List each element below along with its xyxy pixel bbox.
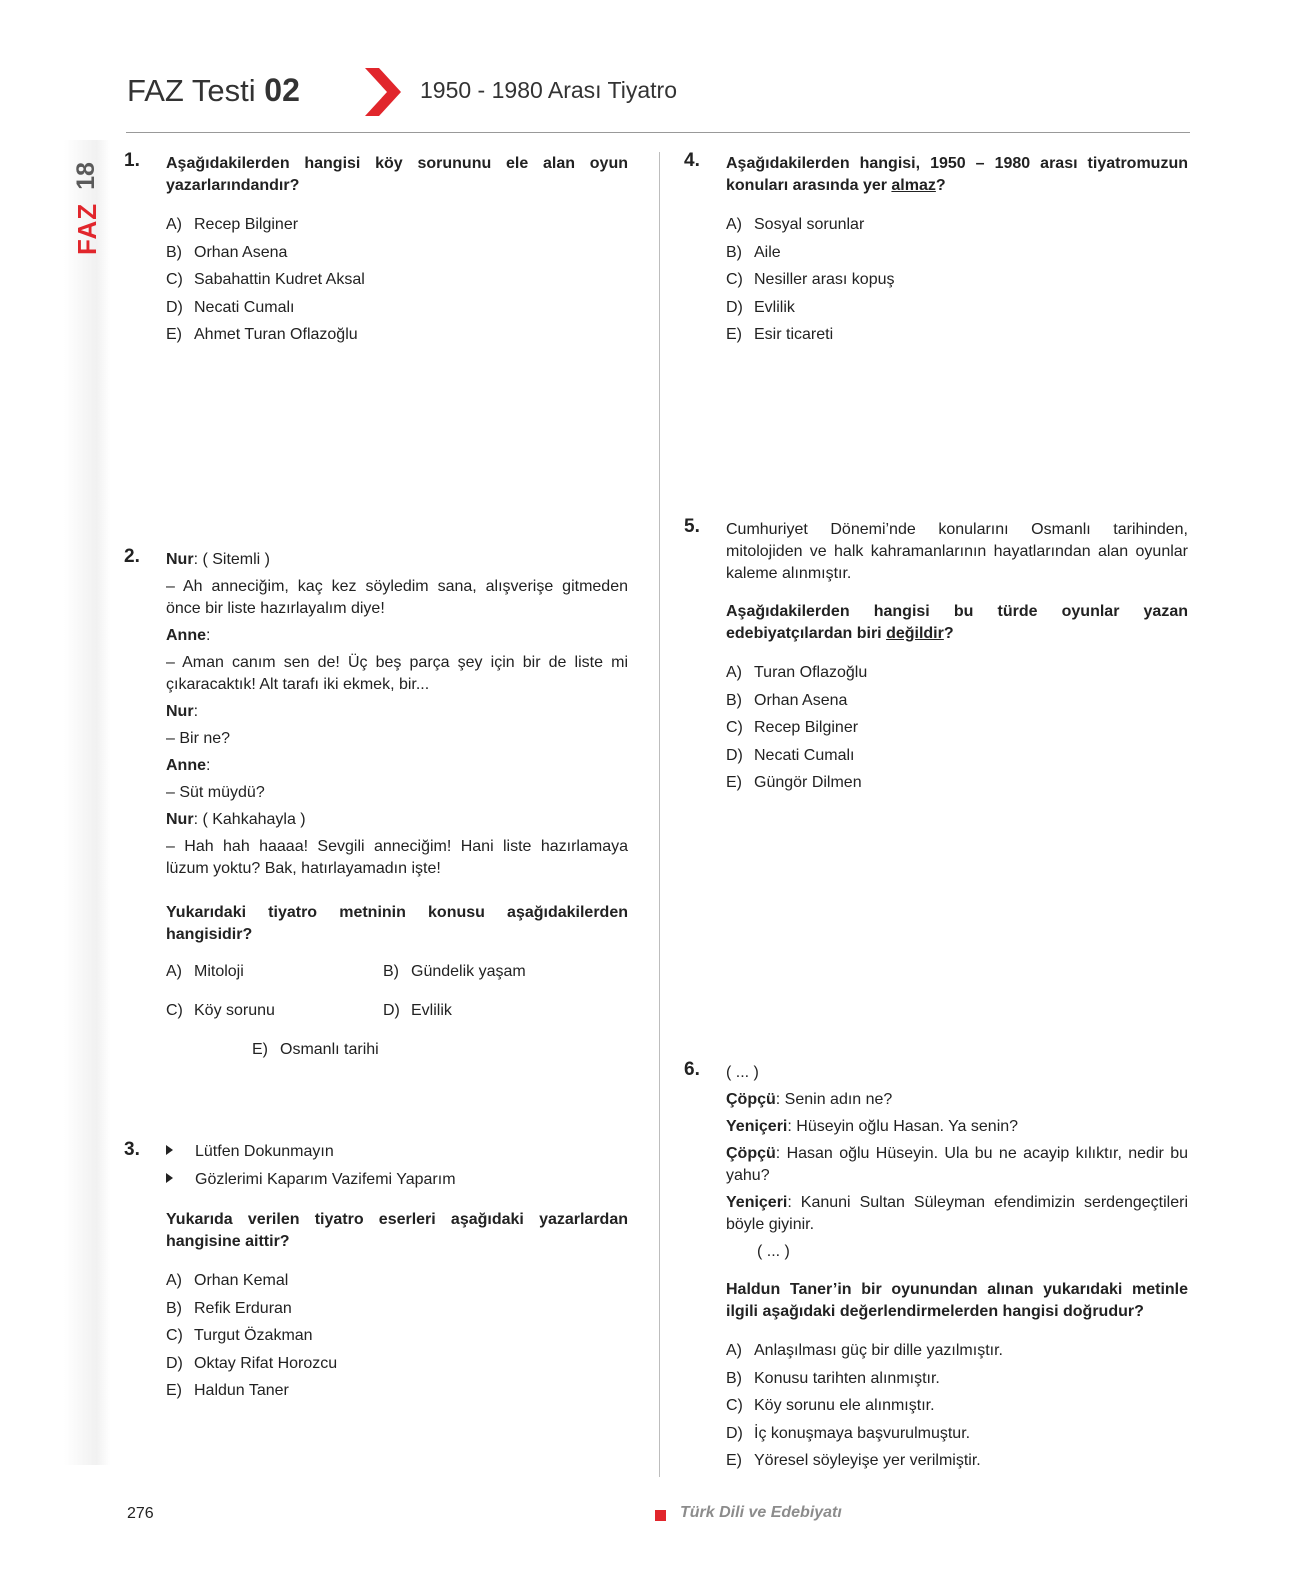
question-stem: Yukarıdaki tiyatro metninin konusu aşağıdakilerden hangisidir?: [166, 904, 628, 943]
option-a[interactable]: A) Turan Oflazoğlu: [726, 664, 868, 681]
footer-subject: Türk Dili ve Edebiyatı: [680, 1504, 842, 1521]
option-d[interactable]: D) İç konuşmaya başvurulmuştur.: [726, 1424, 971, 1442]
option-a[interactable]: A) Orhan Kemal: [166, 1272, 289, 1289]
option-c[interactable]: C) Sabahattin Kudret Aksal: [166, 271, 365, 288]
option-c[interactable]: C) Recep Bilginer: [726, 719, 859, 736]
list-item: Gözlerimi Kaparım Vazifemi Yaparım: [166, 1166, 628, 1194]
faz-number: 18: [72, 162, 100, 190]
question-number: 4.: [684, 150, 700, 171]
question-6: [726, 1062, 1188, 1475]
topic-title: 1950 - 1980 Arası Tiyatro: [420, 77, 677, 103]
option-e[interactable]: E) Güngör Dilmen: [726, 774, 862, 791]
question-number: 6.: [684, 1059, 700, 1080]
page-number: 276: [127, 1505, 154, 1522]
option-e[interactable]: E) Haldun Taner: [166, 1382, 289, 1399]
test-number: 02: [264, 72, 300, 108]
option-c[interactable]: C) Turgut Özakman: [166, 1327, 313, 1344]
option-grid: [166, 958, 628, 1078]
option-e[interactable]: E) Esir ticareti: [726, 326, 834, 343]
question-stem: Aşağıdakilerden hangisi, 1950 – 1980 arası tiyatromuzun konuları arasında yer almaz?: [726, 155, 1188, 194]
option-list: [166, 1267, 628, 1405]
option-e[interactable]: E) Ahmet Turan Oflazoğlu: [166, 326, 358, 343]
column-divider: [659, 152, 660, 1477]
question-2: [166, 549, 628, 1078]
option-list: [726, 659, 1188, 797]
option-b[interactable]: B) Refik Erduran: [166, 1299, 292, 1317]
option-d[interactable]: D) Oktay Rifat Horozcu: [166, 1354, 338, 1372]
list-item: Lütfen Dokunmayın: [166, 1138, 628, 1166]
work-list: [166, 1138, 628, 1193]
option-a[interactable]: A) Sosyal sorunlar: [726, 216, 865, 233]
dialogue: Nur: ( Sitemli ) – Ah anneciğim, kaç kez söyledim sana, alışverişe gitmeden önce bir liste hazırlayalım diye! Anne: – Aman canım sen de! Üç beş parça şey için bir de liste mi çıkaracaktık! Alt tarafı iki ekmek, bir... Nur: – Bir ne? Anne: – Süt müydü? Nur: ( Kahkahayla ) – Hah hah haaaa! Sevgili anneciğim! Hani liste hazırlamaya lüzum yoktu? Bak, hatırlayamadın işte!: [166, 551, 628, 877]
passage: Cumhuriyet Dönemi’nde konularını Osmanlı tarihinden, mitolojiden ve halk kahramanlarının hayatlarından alan oyunlar kaleme alınmıştır.: [726, 521, 1188, 582]
option-b[interactable]: B) Orhan Asena: [166, 243, 288, 261]
option-d[interactable]: D) Necati Cumalı: [166, 298, 295, 316]
option-d[interactable]: D) Evlilik: [383, 1002, 452, 1019]
question-number: 5.: [684, 516, 700, 537]
option-list: [166, 211, 628, 349]
header-divider: [126, 132, 1190, 133]
question-stem: Haldun Taner’in bir oyunundan alınan yukarıdaki metinle ilgili aşağıdaki değerlendirmelerden hangisi doğrudur?: [726, 1281, 1188, 1320]
test-label: FAZ Testi: [127, 73, 256, 108]
question-1: [166, 153, 628, 349]
option-b[interactable]: B) Orhan Asena: [726, 691, 848, 709]
option-c[interactable]: C) Köy sorunu: [166, 1002, 275, 1019]
option-d[interactable]: D) Necati Cumalı: [726, 746, 855, 764]
faz-side-label: [62, 150, 112, 260]
question-number: 1.: [124, 150, 140, 171]
question-number: 3.: [124, 1139, 140, 1160]
option-c[interactable]: C) Nesiller arası kopuş: [726, 271, 895, 288]
side-strip: [64, 140, 110, 1465]
question-3: [166, 1138, 628, 1405]
option-b[interactable]: B) Gündelik yaşam: [383, 963, 526, 980]
option-c[interactable]: C) Köy sorunu ele alınmıştır.: [726, 1397, 935, 1414]
question-4: [726, 153, 1188, 349]
option-a[interactable]: A) Recep Bilginer: [166, 216, 299, 233]
option-a[interactable]: A) Mitoloji: [166, 963, 244, 980]
faz-label: FAZ: [72, 202, 102, 255]
option-list: [726, 211, 1188, 349]
option-b[interactable]: B) Konusu tarihten alınmıştır.: [726, 1369, 940, 1387]
option-b[interactable]: B) Aile: [726, 243, 781, 261]
question-stem: Yukarıda verilen tiyatro eserleri aşağıdaki yazarlardan hangisine aittir?: [166, 1211, 628, 1250]
page-title: [127, 72, 300, 109]
option-list: [726, 1337, 1188, 1475]
triangle-bullet-icon: [166, 1173, 173, 1183]
question-5: [726, 519, 1188, 797]
triangle-bullet-icon: [166, 1145, 173, 1155]
question-number: 2.: [124, 546, 140, 567]
option-e[interactable]: E) Osmanlı tarihi: [252, 1041, 379, 1058]
option-d[interactable]: D) Evlilik: [726, 298, 795, 316]
option-e[interactable]: E) Yöresel söyleyişe yer verilmiştir.: [726, 1452, 981, 1469]
dialogue: ( ... ) Çöpçü: Senin adın ne? Yeniçeri: Hüseyin oğlu Hasan. Ya senin? Çöpçü: Hasan oğlu Hüseyin. Ula bu ne acayip kılıktır, nedir bu yahu? Yeniçeri: Kanuni Sultan Süleyman efendimizin serdengeçtileri böyle giyinir. ( ... ): [726, 1064, 1188, 1260]
question-stem: Aşağıdakilerden hangisi bu türde oyunlar yazan edebiyatçılardan biri değildir?: [726, 603, 1188, 642]
option-a[interactable]: A) Anlaşılması güç bir dille yazılmıştır.: [726, 1342, 1003, 1359]
chevron-right-icon: [365, 68, 401, 116]
square-bullet-icon: [655, 1510, 666, 1521]
question-stem: Aşağıdakilerden hangisi köy sorununu ele alan oyun yazarlarındandır?: [166, 155, 628, 194]
